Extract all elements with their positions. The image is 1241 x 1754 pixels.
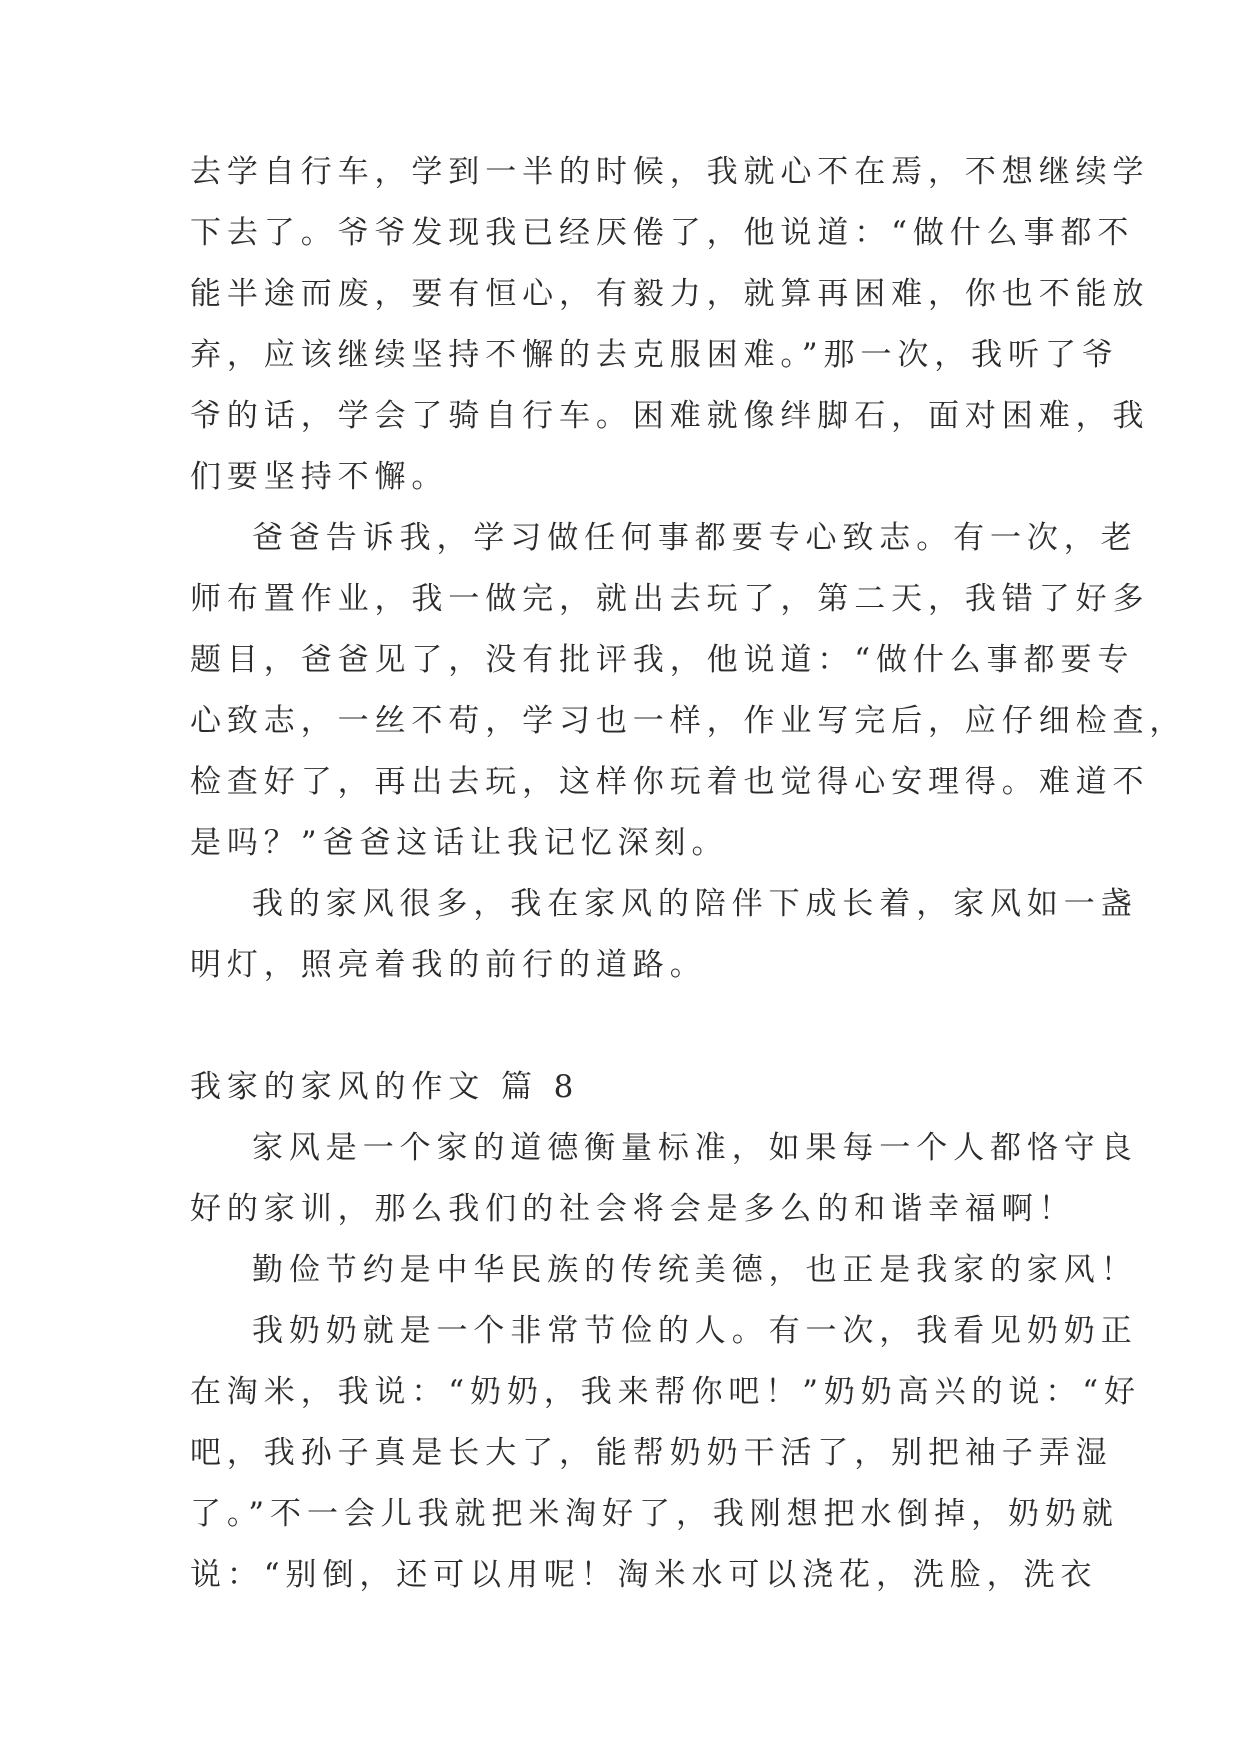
text-line: 在淘米，我说：“奶奶，我来帮你吧！”奶奶高兴的说：“好 <box>190 1374 1141 1410</box>
paragraph-first-line: 家风是一个家的道德衡量标准，如果每一个人都恪守良 <box>252 1130 1138 1166</box>
text-line: 是吗？”爸爸这话让我记忆深刻。 <box>190 825 729 861</box>
paragraph-first-line: 爸爸告诉我，学习做任何事都要专心致志。有一次，老 <box>252 520 1138 556</box>
text-line: 好的家训，那么我们的社会将会是多么的和谐幸福啊！ <box>190 1191 1076 1227</box>
text-line: 明灯，照亮着我的前行的道路。 <box>190 947 707 983</box>
text-line: 师布置作业，我一做完，就出去玩了，第二天，我错了好多 <box>190 581 1150 617</box>
section-heading: 我家的家风的作文 篇 8 <box>190 1069 580 1105</box>
text-line: 弃，应该继续坚持不懈的去克服困难。”那一次，我听了爷 <box>190 337 1119 373</box>
text-line: 检查好了，再出去玩，这样你玩着也觉得心安理得。难道不 <box>190 764 1150 800</box>
paragraph-first-line: 我的家风很多，我在家风的陪伴下成长着，家风如一盏 <box>252 886 1138 922</box>
text-line: 去学自行车，学到一半的时候，我就心不在焉，不想继续学 <box>190 154 1150 190</box>
text-line: 能半途而废，要有恒心，有毅力，就算再困难，你也不能放 <box>190 276 1150 312</box>
text-line: 心致志，一丝不苟，学习也一样，作业写完后，应仔细检查， <box>190 703 1187 739</box>
text-line: 们要坚持不懈。 <box>190 459 449 495</box>
text-line: 吧，我孙子真是长大了，能帮奶奶干活了，别把袖子弄湿 <box>190 1435 1113 1471</box>
paragraph-first-line: 我奶奶就是一个非常节俭的人。有一次，我看见奶奶正 <box>252 1313 1138 1349</box>
text-line: 下去了。爷爷发现我已经厌倦了，他说道：“做什么事都不 <box>190 215 1135 251</box>
paragraph-first-line: 勤俭节约是中华民族的传统美德，也正是我家的家风！ <box>252 1252 1138 1288</box>
text-line: 说：“别倒，还可以用呢！淘米水可以浇花，洗脸，洗衣 <box>190 1557 1098 1593</box>
text-line: 爷的话，学会了骑自行车。困难就像绊脚石，面对困难，我 <box>190 398 1150 434</box>
text-line: 题目，爸爸见了，没有批评我，他说道：“做什么事都要专 <box>190 642 1135 678</box>
text-line: 了。”不一会儿我就把米淘好了，我刚想把水倒掉，奶奶就 <box>190 1496 1119 1532</box>
